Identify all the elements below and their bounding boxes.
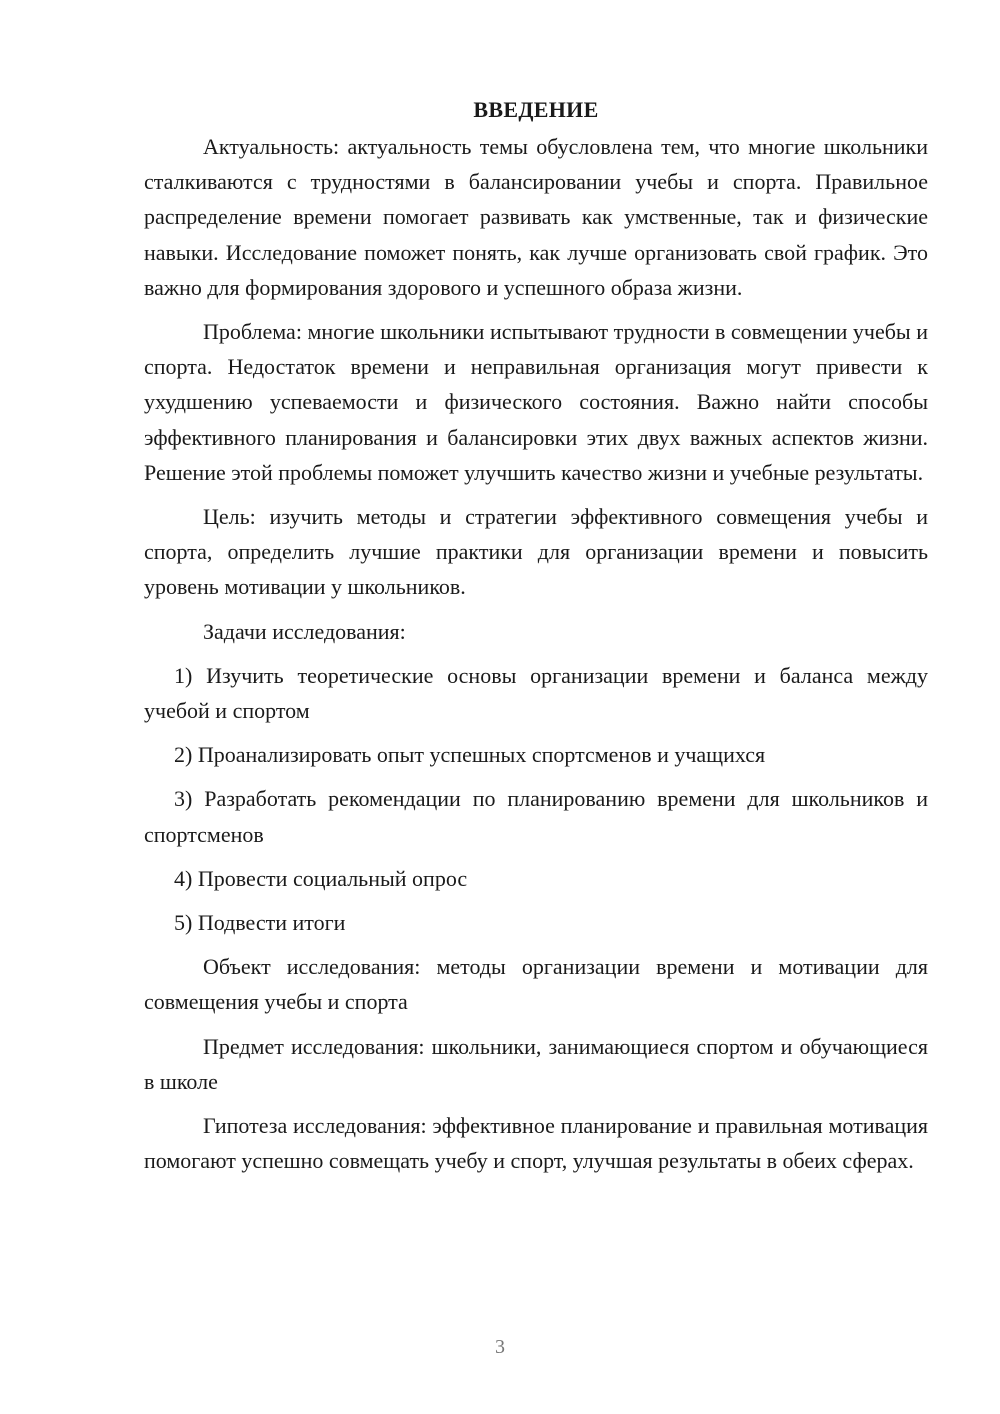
paragraph-subject: Предмет исследования: школьники, занимающиеся спортом и обучающиеся в школе	[144, 1033, 928, 1094]
task-item-3: 3) Разработать рекомендации по планированию времени для школьников и спортсменов	[144, 786, 928, 847]
paragraph-object: Объект исследования: методы организации времени и мотивации для совмещения учебы и спорта	[144, 954, 928, 1015]
task-item-1: 1) Изучить теоретические основы организации времени и баланса между учебой и спортом	[144, 662, 928, 724]
paragraph-goal: Цель: изучить методы и стратегии эффективного совмещения учебы и спорта, определить лучшие практики для организации времени и повысить уровень мотивации у школьников.	[144, 504, 928, 600]
paragraph-problem: Проблема: многие школьники испытывают трудности в совмещении учебы и спорта. Недостаток времени и неправильная организация могут привести к ухудшению успеваемости и физического состояния. Важно найти способы эффективного планирования и балансировки этих двух важных аспектов жизни. Решение этой проблемы поможет улучшить качество жизни и учебные результаты.	[144, 319, 928, 485]
paragraph-tasks-heading: Задачи исследования:	[203, 618, 406, 644]
document-page	[144, 92, 928, 1312]
task-item-5: 5) Подвести итоги	[174, 910, 346, 936]
paragraph-relevance: Актуальность: актуальность темы обусловлена тем, что многие школьники сталкиваются с трудностями в балансировании учебы и спорта. Правильное распределение времени помогает развивать как умственные, так и физические навыки. Исследование поможет понять, как лучше организовать свой график. Это важно для формирования здорового и успешного образа жизни.	[144, 134, 928, 300]
task-item-4: 4) Провести социальный опрос	[174, 865, 468, 891]
task-item-2: 2) Проанализировать опыт успешных спортсменов и учащихся	[174, 742, 766, 768]
page-number: 3	[495, 1336, 505, 1358]
section-title: ВВЕДЕНИЕ	[473, 97, 599, 122]
paragraph-hypothesis: Гипотеза исследования: эффективное планирование и правильная мотивация помогают успешно совмещать учебу и спорт, улучшая результаты в обеих сферах.	[144, 1113, 928, 1174]
